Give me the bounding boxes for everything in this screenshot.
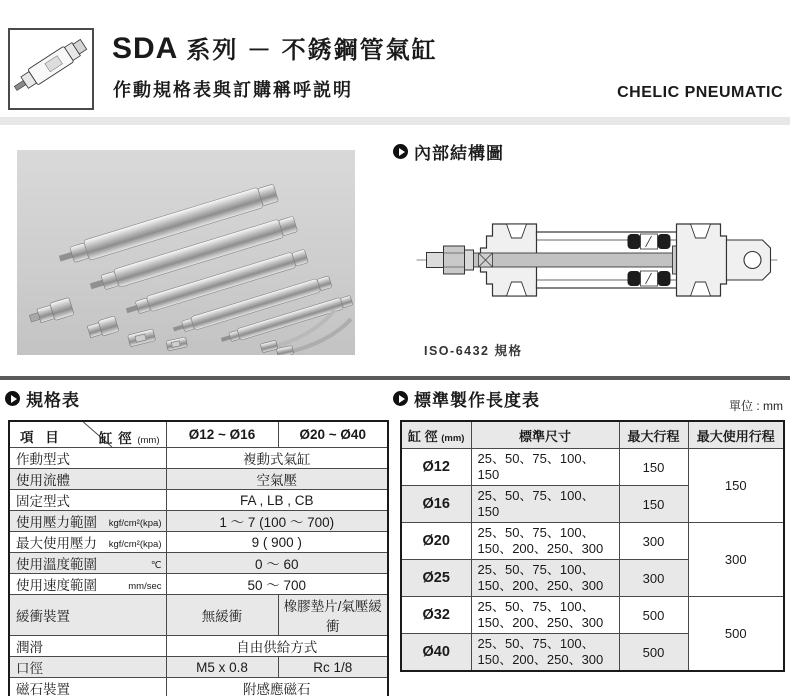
spec-value-large-bore: 橡膠墊片/氣壓緩衝 (278, 595, 388, 636)
spec-label (9, 469, 166, 490)
spec-corner-cell (9, 421, 166, 448)
spec-label (9, 553, 166, 574)
length-row (401, 597, 784, 634)
spec-row (9, 511, 388, 532)
max-use-stroke-cell: 300 (688, 523, 784, 597)
bore-text: 缸 徑 (98, 431, 133, 446)
series-name: 系列 － 不銹鋼管氣缸 (186, 37, 438, 64)
bore-cell: Ø12 (401, 449, 471, 486)
cylinders-photo-illustration (17, 150, 355, 355)
spec-value: 自由供給方式 (166, 636, 388, 657)
length-col-sizes: 標準尺寸 (471, 421, 619, 449)
spec-value: 複動式氣缸 (166, 448, 388, 469)
spec-value: FA , LB , CB (166, 490, 388, 511)
sizes-cell: 25、50、75、100、150、200、250、300 (471, 634, 619, 672)
spec-label (9, 636, 166, 657)
spec-row (9, 490, 388, 511)
spec-col-header-small-bore: Ø12 ~ Ø16 (166, 421, 278, 448)
sizes-cell: 25、50、75、100、150、200、250、300 (471, 560, 619, 597)
label-unit: kgf/cm²(kpa) (108, 518, 162, 529)
length-row (401, 523, 784, 560)
max-stroke-cell: 300 (619, 560, 688, 597)
page-title (112, 30, 438, 66)
max-use-stroke-cell: 500 (688, 597, 784, 672)
sizes-cell: 25、50、75、100、150 (471, 486, 619, 523)
max-use-stroke-cell: 150 (688, 449, 784, 523)
page-subtitle: 作動規格表與訂購稱呼説明 (113, 80, 353, 100)
header-divider-band (0, 117, 790, 125)
length-col-max-use-stroke: 最大使用行程 (688, 421, 784, 449)
bore-text: 缸 徑 (408, 428, 438, 444)
max-stroke-cell: 150 (619, 449, 688, 486)
label-text: 使用速度範圍 (16, 578, 97, 593)
spec-table-heading-label: 規格表 (26, 391, 80, 410)
label-unit: ℃ (150, 560, 162, 571)
spec-label (9, 511, 166, 532)
standard-length-table (400, 420, 785, 672)
spec-corner-item-label: 項 目 (20, 430, 63, 445)
label-text: 緩衝裝置 (16, 609, 70, 624)
label-text: 作動型式 (16, 452, 70, 467)
bore-cell: Ø25 (401, 560, 471, 597)
spec-value-small-bore: M5 x 0.8 (166, 657, 278, 678)
spec-value: 空氣壓 (166, 469, 388, 490)
label-text: 使用流體 (16, 473, 70, 488)
label-text: 口徑 (16, 661, 43, 676)
spec-row (9, 448, 388, 469)
spec-value: 附感應磁石 (166, 678, 388, 696)
spec-corner-bore-label (99, 427, 160, 447)
iso-standard-caption: ISO-6432 規格 (424, 344, 523, 358)
sizes-cell: 25、50、75、100、150、200、250、300 (471, 597, 619, 634)
length-table-heading-label: 標準製作長度表 (414, 391, 540, 410)
internal-structure-heading-label: 內部結構圖 (414, 144, 504, 163)
bore-cell: Ø16 (401, 486, 471, 523)
internal-structure-diagram (413, 196, 781, 324)
bore-cell: Ø32 (401, 597, 471, 634)
unit-note: 單位 : mm (729, 399, 783, 413)
series-code: SDA (112, 32, 179, 65)
bore-unit: (mm) (441, 432, 465, 444)
section-bullet-icon (5, 391, 20, 406)
length-col-bore (401, 421, 471, 449)
label-text: 磁石裝置 (16, 682, 70, 696)
bore-cell: Ø20 (401, 523, 471, 560)
spec-value-small-bore: 無緩衝 (166, 595, 278, 636)
spec-label (9, 678, 166, 696)
spec-label (9, 532, 166, 553)
max-stroke-cell: 500 (619, 634, 688, 672)
spec-label (9, 574, 166, 595)
bore-cell: Ø40 (401, 634, 471, 672)
max-stroke-cell: 500 (619, 597, 688, 634)
label-text: 使用溫度範圍 (16, 557, 97, 572)
label-text: 使用壓力範圍 (16, 515, 97, 530)
label-unit: kgf/cm²(kpa) (108, 539, 162, 550)
spec-value: 0 ～ 60 (166, 553, 388, 574)
internal-structure-heading (393, 139, 504, 164)
spec-value: 50 ～ 700 (166, 574, 388, 595)
spec-header-row (9, 421, 388, 448)
length-col-max-stroke: 最大行程 (619, 421, 688, 449)
spec-label (9, 595, 166, 636)
spec-row (9, 657, 388, 678)
spec-row (9, 636, 388, 657)
brand-logo-text: CHELIC PNEUMATIC (617, 84, 783, 101)
spec-table-heading (5, 386, 80, 411)
spec-row (9, 532, 388, 553)
spec-label (9, 448, 166, 469)
section-divider-rule (0, 376, 790, 380)
max-stroke-cell: 150 (619, 486, 688, 523)
cylinder-thumbnail-icon (10, 30, 88, 104)
product-thumbnail-frame (8, 28, 94, 110)
length-table-heading (393, 386, 540, 411)
section-bullet-icon (393, 144, 408, 159)
product-photo (17, 150, 355, 355)
spec-col-header-large-bore: Ø20 ~ Ø40 (278, 421, 388, 448)
label-text: 最大使用壓力 (16, 536, 97, 551)
spec-row (9, 595, 388, 636)
spec-value-large-bore: Rc 1/8 (278, 657, 388, 678)
spec-row (9, 574, 388, 595)
label-unit: mm/sec (128, 581, 162, 592)
max-stroke-cell: 300 (619, 523, 688, 560)
spec-value: 1 ～ 7 (100 ～ 700) (166, 511, 388, 532)
label-text: 固定型式 (16, 494, 70, 509)
spec-label (9, 657, 166, 678)
length-row (401, 449, 784, 486)
spec-label (9, 490, 166, 511)
label-text: 潤滑 (16, 640, 43, 655)
section-bullet-icon (393, 391, 408, 406)
spec-row (9, 678, 388, 696)
spec-table (8, 420, 389, 696)
sizes-cell: 25、50、75、100、150 (471, 449, 619, 486)
spec-row (9, 469, 388, 490)
spec-row (9, 553, 388, 574)
spec-value: 9 ( 900 ) (166, 532, 388, 553)
length-header-row (401, 421, 784, 449)
bore-unit: (mm) (137, 435, 160, 446)
sizes-cell: 25、50、75、100、150、200、250、300 (471, 523, 619, 560)
cylinder-cross-section-drawing (413, 196, 781, 324)
